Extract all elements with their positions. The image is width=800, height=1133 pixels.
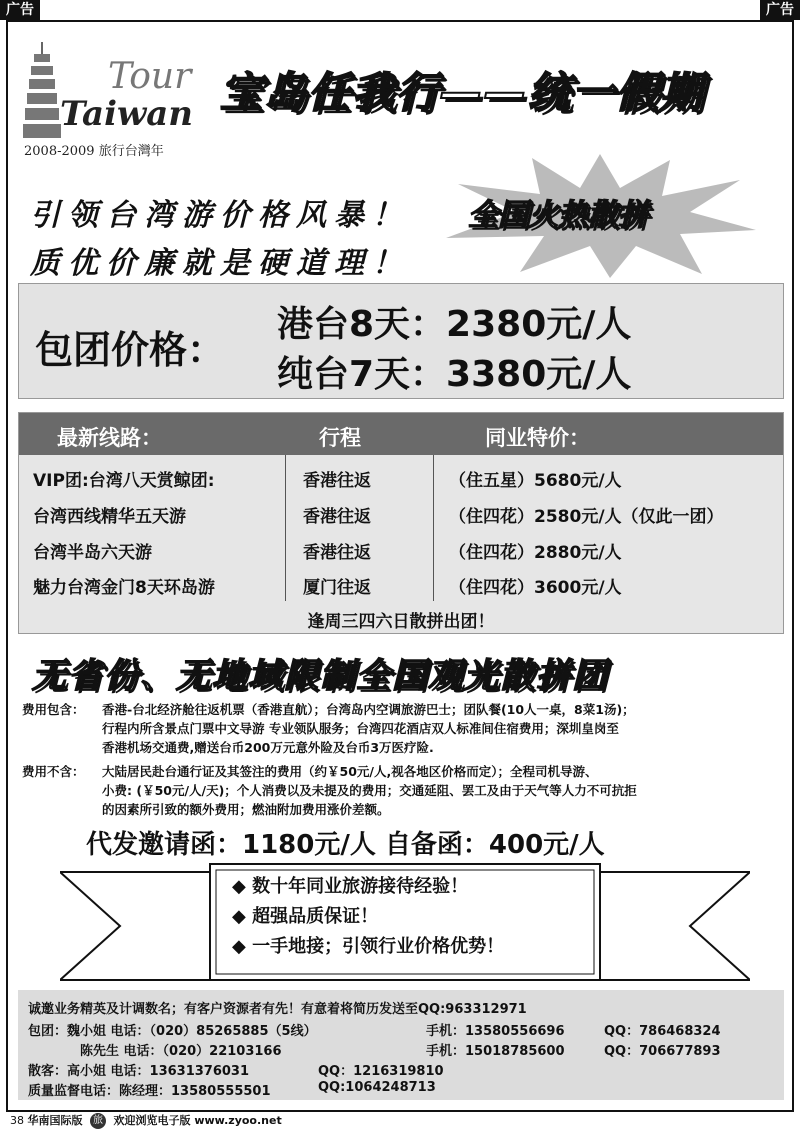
advantage-list <box>232 872 504 962</box>
slogan-2: 质优价廉就是硬道理！ <box>30 246 410 281</box>
fee-exclude-label: 费用不含： <box>22 764 85 779</box>
price-label: 包团价格： <box>35 328 226 372</box>
group-tour-title: 无省份、无地域限制全国观光散拼团 <box>32 656 608 696</box>
pagoda-icon <box>22 40 62 140</box>
ad-label-left: 广告 <box>0 0 40 20</box>
route-itinerary: 香港往返 <box>303 543 371 563</box>
route-table-header <box>19 413 783 455</box>
fee-include-label: 费用包含： <box>22 702 85 717</box>
logo-years-text: 2008-2009 旅行台灣年 <box>24 144 164 159</box>
logo-tour-text: Tour <box>108 56 192 97</box>
recruit-line: 诚邀业务精英及计调数名；有客户资源者有先！有意着将简历发送至QQ:963312971 <box>28 1002 527 1017</box>
route-table <box>18 412 784 634</box>
header-price: 同业特价： <box>485 426 590 450</box>
route-price: （住四花）3600元/人 <box>449 578 622 598</box>
page-footer <box>10 1112 282 1129</box>
logo-taiwan-text: Taiwan <box>60 94 194 134</box>
route-price: （住四花）2580元/人（仅此一团） <box>449 507 724 527</box>
route-itinerary: 厦门往返 <box>303 578 371 598</box>
fee-exclude-line: 小费: (￥50元/人/天)；个人消费以及未提及的费用；交通延阻、罢工及由于天气等人力不可抗拒 <box>102 783 637 798</box>
footer-url-text: 欢迎浏览电子版 www.zyoo.net <box>113 1114 282 1127</box>
contact-row: 质量监督电话：陈经理：13580555501 <box>28 1084 271 1099</box>
contact-qq: QQ：706677893 <box>604 1044 721 1059</box>
contact-panel <box>18 990 784 1100</box>
slogan-1: 引领台湾游价格风暴！ <box>30 198 410 233</box>
table-row <box>19 568 783 602</box>
invitation-price: 代发邀请函：1180元/人 自备函：400元/人 <box>86 830 605 860</box>
route-price: （住四花）2880元/人 <box>449 543 622 563</box>
tour-taiwan-logo <box>18 38 208 158</box>
page-number: 38 <box>10 1114 24 1127</box>
route-name: VIP团:台湾八天赏鲸团: <box>33 471 215 491</box>
route-itinerary: 香港往返 <box>303 471 371 491</box>
fee-exclude-line: 大陆居民赴台通行证及其签注的费用（约￥50元/人,视各地区价格而定）；全程司机导游、 <box>102 764 598 779</box>
price-line-hk-tw: 港台8天：2380元/人 <box>277 304 632 345</box>
contact-mobile: 手机：15018785600 <box>426 1044 565 1059</box>
burst-text: 全国火热散拼 <box>468 198 648 233</box>
table-row <box>19 497 783 531</box>
fee-include-line: 香港机场交通费,赠送台币200万元意外险及台币3万医疗险. <box>102 740 434 755</box>
route-itinerary: 香港往返 <box>303 507 371 527</box>
table-row <box>19 461 783 495</box>
advantage-item: ◆ 一手地接；引领行业价格优势！ <box>232 936 505 957</box>
route-name: 台湾西线精华五天游 <box>33 507 186 527</box>
header-routes: 最新线路： <box>57 426 162 450</box>
contact-qq: QQ:1064248713 <box>318 1080 436 1095</box>
fee-include-line: 香港-台北经济舱往返机票（香港直航）；台湾岛内空调旅游巴士；团队餐(10人一桌，8菜1汤)； <box>102 702 635 717</box>
contact-qq: QQ：1216319810 <box>318 1064 444 1079</box>
price-line-tw-only: 纯台7天：3380元/人 <box>277 354 632 395</box>
contact-mobile: 手机：13580556696 <box>426 1024 565 1039</box>
contact-row: 散客：高小姐 电话：13631376031 <box>28 1064 250 1079</box>
departure-note: 逢周三四六日散拼出团！ <box>307 612 495 632</box>
contact-qq: QQ：786468324 <box>604 1024 721 1039</box>
fee-exclude-line: 的因素所引致的额外费用；燃油附加费用涨价差额。 <box>102 802 390 817</box>
price-panel <box>18 283 784 399</box>
ad-label-right: 广告 <box>760 0 800 20</box>
brand-badge-icon: 旅 <box>90 1113 106 1129</box>
contact-row: 包团：魏小姐 电话：（020）85265885（5线） <box>28 1024 317 1039</box>
header-itinerary: 行程 <box>319 426 361 450</box>
route-price: （住五星）5680元/人 <box>449 471 622 491</box>
advantage-item: ◆ 超强品质保证！ <box>232 906 379 927</box>
table-row <box>19 533 783 567</box>
fee-include-line: 行程内所含景点门票中文导游 专业领队服务；台湾四花酒店双人标准间住宿费用；深圳皇岗至 <box>102 721 619 736</box>
main-title: 宝岛任我行——统一假期 <box>220 68 705 117</box>
edition-name: 华南国际版 <box>27 1114 83 1127</box>
contact-row: 陈先生 电话：（020）22103166 <box>80 1044 282 1059</box>
route-name: 魅力台湾金门8天环岛游 <box>33 578 215 598</box>
route-name: 台湾半岛六天游 <box>33 543 152 563</box>
advantage-item: ◆ 数十年同业旅游接待经验！ <box>232 876 469 897</box>
